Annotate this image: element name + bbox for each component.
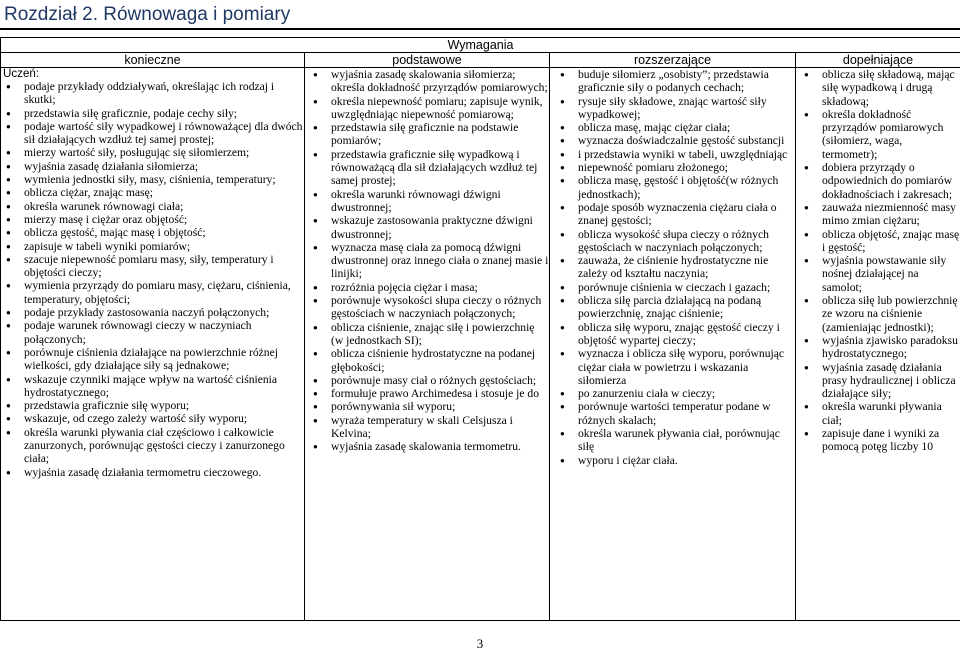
chapter-heading: Rozdział 2. Równowaga i pomiary	[4, 4, 290, 26]
level-header-dopelniajace: dopełniające	[796, 53, 960, 68]
requirement-item: ● niepewność pomiaru złożonego;	[550, 161, 795, 174]
level-header-rozszerzajace: rozszerzające	[550, 53, 796, 68]
requirement-item: ● oblicza ciężar, znając masę;	[1, 186, 304, 199]
list-konieczne	[1, 80, 304, 479]
requirement-item: ● zauważa, że ciśnienie hydrostatyczne nie zależy od kształtu naczynia;	[550, 254, 795, 281]
requirement-item: ● oblicza gęstość, mając masę i objętość;	[1, 226, 304, 239]
requirement-item: ● przedstawia siłę graficznie na podstawie pomiarów;	[305, 121, 549, 148]
heading-rule	[0, 28, 960, 30]
requirement-item: ● oblicza wysokość słupa cieczy o różnych gęstościach w naczyniach połączonych;	[550, 228, 795, 255]
requirement-item: ● wymienia przyrządy do pomiaru masy, ciężaru, ciśnienia, temperatury, objętości;	[1, 279, 304, 306]
column-rozszerzajace	[550, 68, 796, 621]
column-dopelniajace	[796, 68, 960, 621]
requirement-item: ● wskazuje zastosowania praktyczne dźwigni dwustronnej;	[305, 214, 549, 241]
requirement-item: ● formułuje prawo Archimedesa i stosuje je do	[305, 387, 549, 400]
requirements-table	[0, 37, 960, 621]
requirement-item: ● porównywania sił wyporu;	[305, 400, 549, 413]
table-title: Wymagania	[1, 38, 960, 53]
requirement-item: ● oblicza ciśnienie, znając siłę i powierzchnię (w jednostkach SI);	[305, 321, 549, 348]
requirement-item: ● wyjaśnia zjawisko paradoksu hydrostatycznego;	[796, 334, 960, 361]
requirement-item: ● oblicza siłę lub powierzchnię ze wzoru na ciśnienie (zamieniając jednostki);	[796, 294, 960, 334]
requirement-item: ● podaje przykłady zastosowania naczyń połączonych;	[1, 306, 304, 319]
requirement-item: ● dobiera przyrządy o odpowiednich do pomiarów dokładnościach i zakresach;	[796, 161, 960, 201]
requirement-item: ● wyjaśnia zasadę działania siłomierza;	[1, 160, 304, 173]
requirement-item: ● określa dokładność przyrządów pomiarowych (siłomierz, waga, termometr);	[796, 108, 960, 161]
requirement-item: ● mierzy masę i ciężar oraz objętość;	[1, 213, 304, 226]
requirement-item: ● określa warunki pływania ciał;	[796, 400, 960, 427]
list-dopelniajace	[796, 68, 960, 454]
requirement-item: ● wyznacza doświadczalnie gęstość substancji	[550, 134, 795, 147]
requirement-item: ● porównuje wysokości słupa cieczy o różnych gęstościach w naczyniach połączonych;	[305, 294, 549, 321]
requirement-item: ● wskazuje, od czego zależy wartość siły wyporu;	[1, 412, 304, 425]
requirement-item: ● wyjaśnia zasadę skalowania termometru.	[305, 440, 549, 453]
requirement-item: ● wyznacza i oblicza siłę wyporu, porównując ciężar ciała w powietrzu i wskazania siłomierza	[550, 347, 795, 387]
requirement-item: ● zauważa niezmienność masy mimo zmian ciężaru;	[796, 201, 960, 228]
requirement-item: ● wyjaśnia zasadę skalowania siłomierza; określa dokładność przyrządów pomiarowych;	[305, 68, 549, 95]
requirement-item: ● oblicza masę, mając ciężar ciała;	[550, 121, 795, 134]
requirement-item: ● określa warunek pływania ciał, porównując siłę	[550, 427, 795, 454]
requirement-item: ● zapisuje dane i wyniki za pomocą potęg liczby 10	[796, 427, 960, 454]
requirement-item: ● wymienia jednostki siły, masy, ciśnienia, temperatury;	[1, 173, 304, 186]
column-konieczne	[1, 68, 305, 621]
requirement-item: ● porównuje ciśnienia w cieczach i gazach;	[550, 281, 795, 294]
level-header-podstawowe: podstawowe	[305, 53, 550, 68]
level-header-konieczne: konieczne	[1, 53, 305, 68]
requirement-item: ● wyraża temperatury w skali Celsjusza i Kelvina;	[305, 414, 549, 441]
requirement-item: ● przedstawia siłę graficznie, podaje cechy siły;	[1, 107, 304, 120]
requirement-item: ● po zanurzeniu ciała w cieczy;	[550, 387, 795, 400]
requirement-item: ● podaje warunek równowagi cieczy w naczyniach połączonych;	[1, 319, 304, 346]
list-podstawowe	[305, 68, 549, 454]
requirement-item: ● określa warunek równowagi ciała;	[1, 200, 304, 213]
requirement-item: ● przedstawia graficznie siłę wyporu;	[1, 399, 304, 412]
list-rozszerzajace	[550, 68, 795, 467]
requirement-item: ● buduje siłomierz „osobisty”; przedstawia graficznie siły o podanych cechach;	[550, 68, 795, 95]
requirement-item: ● podaje sposób wyznaczenia ciężaru ciała o znanej gęstości;	[550, 201, 795, 228]
requirement-item: ● określa warunki pływania ciał częściowo i całkowicie zanurzonych, porównując gęstości cieczy i zanurzonego ciała;	[1, 426, 304, 466]
requirement-item: ● rysuje siły składowe, znając wartość siły wypadkowej;	[550, 95, 795, 122]
requirement-item: ● mierzy wartość siły, posługując się siłomierzem;	[1, 146, 304, 159]
requirement-item: ● wyporu i ciężar ciała.	[550, 454, 795, 467]
requirement-item: ● przedstawia graficznie siłę wypadkową i równoważącą dla sił działających wzdłuż tej samej prostej;	[305, 148, 549, 188]
requirement-item: ● wyjaśnia zasadę działania prasy hydraulicznej i oblicza działające siły;	[796, 361, 960, 401]
requirement-item: ● wyjaśnia zasadę działania termometru cieczowego.	[1, 466, 304, 479]
requirement-item: ● wyjaśnia powstawanie siły nośnej działającej na samolot;	[796, 254, 960, 294]
requirement-item: ● oblicza ciśnienie hydrostatyczne na podanej głębokości;	[305, 347, 549, 374]
requirement-item: ● oblicza siłę składową, mając siłę wypadkową i drugą składową;	[796, 68, 960, 108]
requirement-item: ● oblicza siłę wyporu, znając gęstość cieczy i objętość wypartej cieczy;	[550, 321, 795, 348]
requirement-item: ● i przedstawia wyniki w tabeli, uwzględniając	[550, 148, 795, 161]
requirement-item: ● oblicza masę, gęstość i objętość(w różnych jednostkach);	[550, 174, 795, 201]
requirement-item: ● podaje przykłady oddziaływań, określając ich rodzaj i skutki;	[1, 80, 304, 107]
requirement-item: ● oblicza siłę parcia działającą na podaną powierzchnię, znając ciśnienie;	[550, 294, 795, 321]
requirement-item: ● zapisuje w tabeli wyniki pomiarów;	[1, 240, 304, 253]
requirement-item: ● podaje wartość siły wypadkowej i równoważącej dla dwóch sił działających wzdłuż tej samej prostej;	[1, 120, 304, 147]
requirement-item: ● wskazuje czynniki mające wpływ na wartość ciśnienia hydrostatycznego;	[1, 373, 304, 400]
page-number: 3	[0, 636, 960, 652]
requirement-item: ● oblicza objętość, znając masę i gęstość;	[796, 228, 960, 255]
requirement-item: ● określa niepewność pomiaru; zapisuje wynik, uwzględniając niepewność pomiarową;	[305, 95, 549, 122]
requirement-item: ● porównuje ciśnienia działające na powierzchnie różnej wielkości, gdy działające siły są jednakowe;	[1, 346, 304, 373]
requirement-item: ● szacuje niepewność pomiaru masy, siły, temperatury i objętości cieczy;	[1, 253, 304, 280]
lead-label: Uczeń:	[1, 68, 304, 80]
requirement-item: ● porównuje masy ciał o różnych gęstościach;	[305, 374, 549, 387]
column-podstawowe	[305, 68, 550, 621]
requirement-item: ● porównuje wartości temperatur podane w różnych skalach;	[550, 400, 795, 427]
requirement-item: ● rozróżnia pojęcia ciężar i masa;	[305, 281, 549, 294]
requirement-item: ● określa warunki równowagi dźwigni dwustronnej;	[305, 188, 549, 215]
requirement-item: ● wyznacza masę ciała za pomocą dźwigni dwustronnej oraz innego ciała o znanej masie i linijki;	[305, 241, 549, 281]
